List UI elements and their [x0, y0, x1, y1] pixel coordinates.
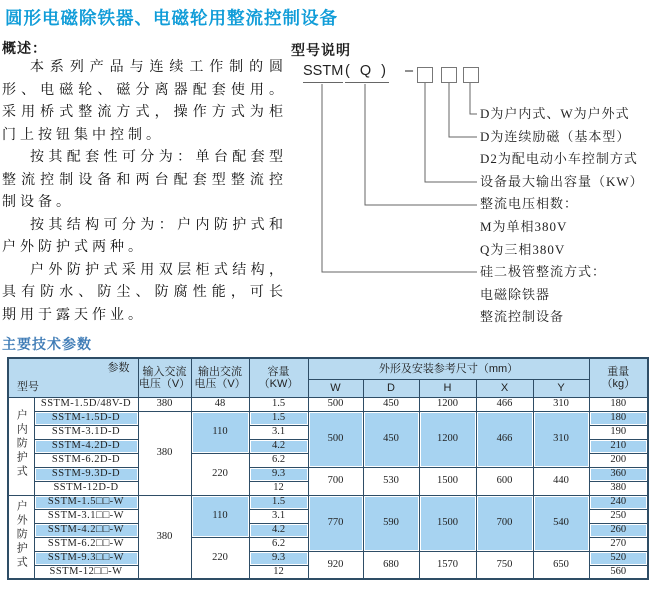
- output-voltage-cell: 220: [191, 453, 249, 495]
- header-dim-w: W: [308, 379, 363, 397]
- overview-heading: 概述：: [2, 40, 47, 56]
- dim-h-cell: 1500: [419, 467, 476, 495]
- dim-w-cell: 700: [308, 467, 363, 495]
- model-designation-heading: 型号说明: [291, 42, 351, 58]
- output-voltage-cell: 48: [191, 397, 249, 411]
- capacity-cell: 6.2: [249, 453, 308, 467]
- dim-d-cell: 590: [363, 495, 419, 551]
- group-label-outdoor: 户外防护式: [8, 495, 34, 579]
- header-output-voltage: 输出交流 电压（V）: [191, 358, 249, 397]
- model-cell: SSTM-4.2D-D: [34, 439, 138, 453]
- designation-label: 设备最大输出容量（KW）: [480, 173, 644, 189]
- model-cell: SSTM-9.3□□-W: [34, 551, 138, 565]
- weight-cell: 360: [589, 467, 648, 481]
- input-voltage-cell: 380: [138, 495, 191, 579]
- model-cell: SSTM-1.5D/48V-D: [34, 397, 138, 411]
- capacity-cell: 6.2: [249, 537, 308, 551]
- header-input-voltage: 输入交流 电压（V）: [138, 358, 191, 397]
- table-row: [8, 551, 648, 565]
- dim-x-cell: 600: [476, 467, 533, 495]
- dim-y-cell: 540: [533, 495, 589, 551]
- weight-cell: 250: [589, 509, 648, 523]
- dim-x-cell: 750: [476, 551, 533, 579]
- header-model-label: 型号: [17, 380, 39, 393]
- capacity-cell: 12: [249, 481, 308, 495]
- table-row: [8, 411, 648, 425]
- weight-cell: 270: [589, 537, 648, 551]
- tech-params-heading: 主要技术参数: [2, 336, 92, 352]
- header-weight: 重量 （kg）: [589, 358, 648, 397]
- dim-h-cell: 1200: [419, 411, 476, 467]
- output-voltage-cell: 110: [191, 411, 249, 453]
- dim-y-cell: 440: [533, 467, 589, 495]
- weight-cell: 380: [589, 481, 648, 495]
- designation-label: 硅二极管整流方式：: [480, 264, 607, 280]
- dim-h-cell: 1500: [419, 495, 476, 551]
- weight-cell: 560: [589, 565, 648, 579]
- capacity-cell: 4.2: [249, 523, 308, 537]
- weight-cell: 240: [589, 495, 648, 509]
- model-cell: SSTM-9.3D-D: [34, 467, 138, 481]
- capacity-cell: 1.5: [249, 411, 308, 425]
- output-voltage-cell: 220: [191, 537, 249, 579]
- header-dim-d: D: [363, 379, 419, 397]
- designation-label: D为户内式、W为户外式: [480, 106, 630, 121]
- dim-d-cell: 450: [363, 411, 419, 467]
- table-row: [8, 495, 648, 509]
- capacity-cell: 4.2: [249, 439, 308, 453]
- header-param-label: 参数: [107, 362, 130, 374]
- dim-h-cell: 1570: [419, 551, 476, 579]
- weight-cell: 520: [589, 551, 648, 565]
- model-cell: SSTM-1.5□□-W: [34, 495, 138, 509]
- header-dim-h: H: [419, 379, 476, 397]
- dim-x-cell: 466: [476, 397, 533, 411]
- tech-params-table: [7, 357, 649, 580]
- model-cell: SSTM-4.2□□-W: [34, 523, 138, 537]
- table-header-row: [8, 358, 648, 379]
- weight-cell: 190: [589, 425, 648, 439]
- weight-cell: 210: [589, 439, 648, 453]
- overview-body: [2, 57, 287, 327]
- model-code-prefix: SSTM: [303, 63, 343, 83]
- capacity-cell: 9.3: [249, 551, 308, 565]
- designation-label: D2为配电动小车控制方式: [480, 151, 638, 167]
- weight-cell: 180: [589, 397, 648, 411]
- header-dim-x: X: [476, 379, 533, 397]
- designation-label: M为单相380V: [480, 218, 568, 234]
- designation-label: 电磁除铁器: [480, 286, 551, 302]
- dim-w-cell: 500: [308, 411, 363, 467]
- dim-h-cell: 1200: [419, 397, 476, 411]
- output-voltage-cell: 110: [191, 495, 249, 537]
- table-row: [8, 467, 648, 481]
- capacity-cell: 1.5: [249, 397, 308, 411]
- capacity-cell: 12: [249, 565, 308, 579]
- capacity-cell: 9.3: [249, 467, 308, 481]
- header-capacity: 容量 （KW）: [249, 358, 308, 397]
- weight-cell: 200: [589, 453, 648, 467]
- designation-label: 整流电压相数：: [480, 196, 579, 212]
- model-cell: SSTM-1.5D-D: [34, 411, 138, 425]
- table-row: [8, 397, 648, 411]
- group-label-indoor: 户内防护式: [8, 397, 34, 495]
- model-code-box: [417, 67, 433, 83]
- model-code-dash: –: [405, 63, 414, 79]
- weight-cell: 260: [589, 523, 648, 537]
- header-dimensions-group: 外形及安装参考尺寸（mm）: [308, 358, 589, 379]
- model-code-box: [441, 67, 457, 83]
- capacity-cell: 3.1: [249, 425, 308, 439]
- header-dim-y: Y: [533, 379, 589, 397]
- input-voltage-cell: 380: [138, 397, 191, 411]
- dim-y-cell: 650: [533, 551, 589, 579]
- dim-d-cell: 530: [363, 467, 419, 495]
- designation-label: Q为三相380V: [480, 241, 566, 257]
- designation-label: 整流控制设备: [480, 309, 565, 325]
- overview-paragraph: 户外防护式采用双层柜式结构，具有防水、防尘、防腐性能，可长期用于露天作业。: [2, 262, 287, 323]
- designation-labels: [480, 103, 644, 329]
- weight-cell: 180: [589, 411, 648, 425]
- dim-w-cell: 920: [308, 551, 363, 579]
- dim-y-cell: 310: [533, 411, 589, 467]
- dim-w-cell: 770: [308, 495, 363, 551]
- model-cell: SSTM-3.1□□-W: [34, 509, 138, 523]
- model-cell: SSTM-6.2□□-W: [34, 537, 138, 551]
- designation-label: D为连续励磁（基本型）: [480, 128, 631, 144]
- dim-d-cell: 450: [363, 397, 419, 411]
- model-cell: SSTM-12D-D: [34, 481, 138, 495]
- dim-x-cell: 466: [476, 411, 533, 467]
- dim-d-cell: 680: [363, 551, 419, 579]
- dim-w-cell: 500: [308, 397, 363, 411]
- header-corner-cell: [8, 358, 138, 397]
- capacity-cell: 3.1: [249, 509, 308, 523]
- model-cell: SSTM-6.2D-D: [34, 453, 138, 467]
- dim-x-cell: 700: [476, 495, 533, 551]
- overview-paragraph: 本系列产品与连续工作制的圆形、电磁轮、磁分离器配套使用。采用桥式整流方式，操作方式为柜门上按钮集中控制。: [2, 60, 287, 143]
- page-title: 圆形电磁除铁器、电磁轮用整流控制设备: [5, 8, 338, 28]
- model-cell: SSTM-3.1D-D: [34, 425, 138, 439]
- input-voltage-cell: 380: [138, 411, 191, 495]
- model-cell: SSTM-12□□-W: [34, 565, 138, 579]
- overview-paragraph: 按其结构可分为：户内防护式和户外防护式两种。: [2, 217, 287, 255]
- overview-paragraph: 按其配套性可分为：单台配套型整流控制设备和两台配套型整流控制设备。: [2, 150, 287, 210]
- model-code-box: [463, 67, 479, 83]
- dim-y-cell: 310: [533, 397, 589, 411]
- capacity-cell: 1.5: [249, 495, 308, 509]
- model-code-phase: ( Q ): [345, 63, 389, 83]
